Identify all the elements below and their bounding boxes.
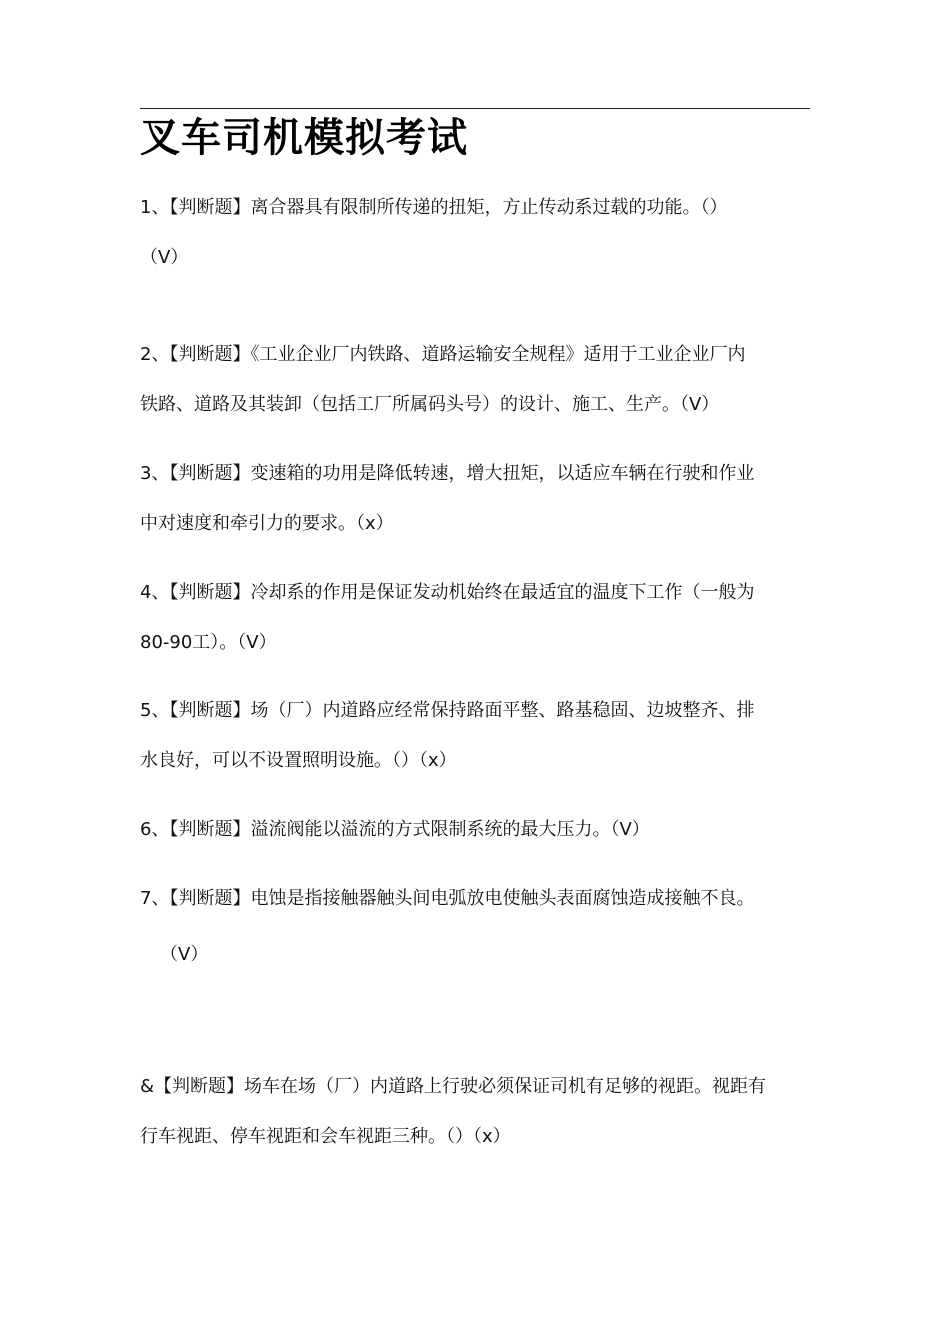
question-answer: （V） <box>160 944 209 965</box>
question-text: &【判断题】场车在场（厂）内道路上行驶必须保证司机有足够的视距。视距有 <box>140 1076 767 1097</box>
question-item <box>140 330 810 430</box>
question-item <box>140 805 810 855</box>
question-text: 4、【判断题】冷却系的作用是保证发动机始终在最适宜的温度下工作（一般为 <box>140 582 755 603</box>
question-text-continued: 80-90工）。（V） <box>140 632 277 653</box>
question-item <box>140 874 810 980</box>
question-text: 5、【判断题】场（厂）内道路应经常保持路面平整、路基稳固、边坡整齐、排 <box>140 700 755 721</box>
question-text-continued: 行车视距、停车视距和会车视距三种。（）（x） <box>140 1126 511 1147</box>
question-text: 1、【判断题】离合器具有限制所传递的扭矩，方止传动系过载的功能。（） <box>140 197 728 218</box>
question-answer: （V） <box>140 247 189 268</box>
question-text: 6、【判断题】溢流阀能以溢流的方式限制系统的最大压力。（V） <box>140 819 650 840</box>
question-text-continued: 水良好，可以不设置照明设施。（）（x） <box>140 750 457 771</box>
question-item <box>140 686 810 786</box>
question-text: 2、【判断题】《工业企业厂内铁路、道路运输安全规程》适用于工业企业厂内 <box>140 344 746 365</box>
question-item <box>140 1062 810 1162</box>
question-item <box>140 449 810 549</box>
question-text-continued: 中对速度和牵引力的要求。（x） <box>140 513 394 534</box>
question-text: 7、【判断题】电蚀是指接触器触头间电弧放电使触头表面腐蚀造成接触不良。 <box>140 888 755 909</box>
question-text: 3、【判断题】变速箱的功用是降低转速，增大扭矩，以适应车辆在行驶和作业 <box>140 463 755 484</box>
question-item <box>140 568 810 668</box>
top-divider <box>140 108 810 109</box>
question-item <box>140 183 810 283</box>
page-title: 叉车司机模拟考试 <box>140 115 468 161</box>
question-text-continued: 铁路、道路及其装卸（包括工厂所属码头号）的设计、施工、生产。（V） <box>140 394 720 415</box>
